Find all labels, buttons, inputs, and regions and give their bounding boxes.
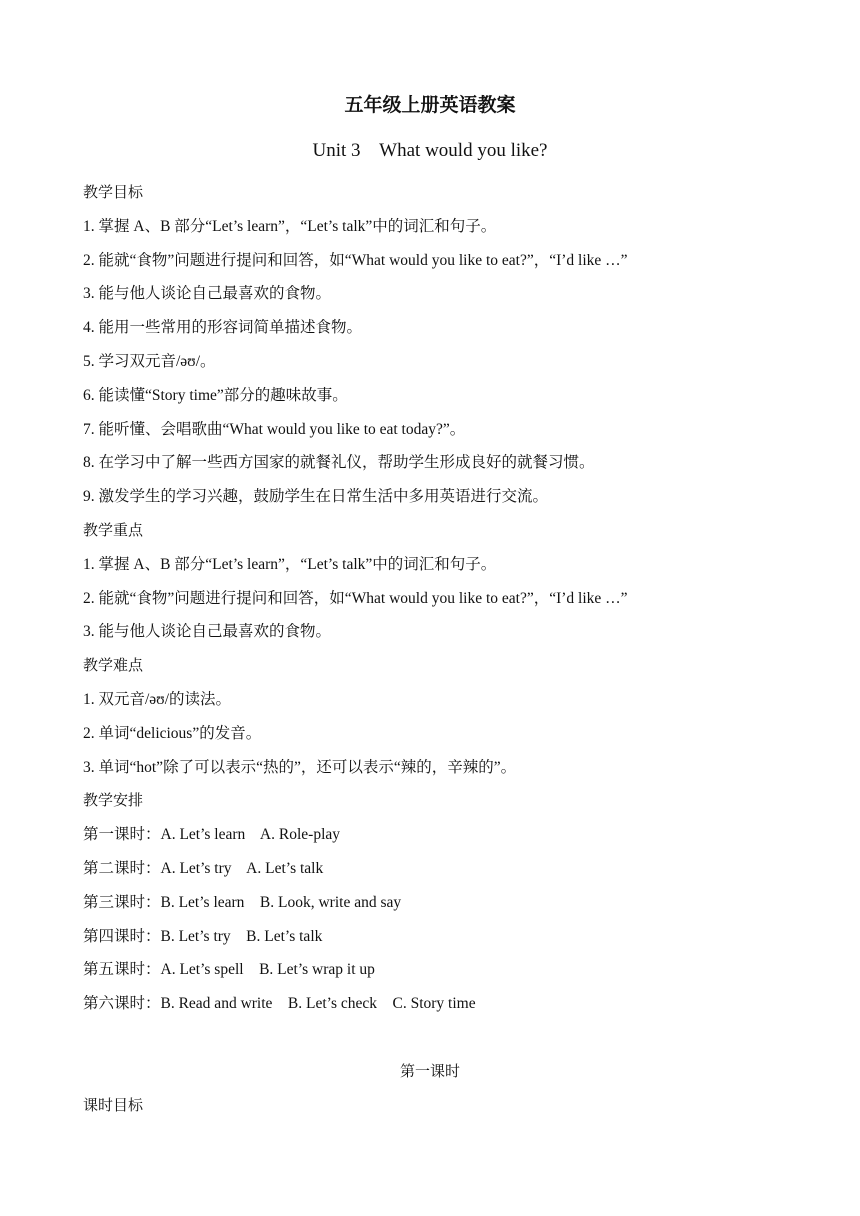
difficulty-item: 2. 单词“delicious”的发音。 [83,724,262,742]
schedule-item: 第四课时：B. Let’s try B. Let’s talk [83,927,323,945]
key-point-item: 1. 掌握 A、B 部分“Let’s learn”，“Let’s talk”中的词汇和句子。 [83,555,497,573]
objective-item: 1. 掌握 A、B 部分“Let’s learn”，“Let’s talk”中的词汇和句子。 [83,217,497,235]
objective-item: 8. 在学习中了解一些西方国家的就餐礼仪，帮助学生形成良好的就餐习惯。 [83,454,595,472]
schedule-item: 第二课时：A. Let’s try A. Let’s talk [83,859,324,877]
objective-item: 7. 能听懂、会唱歌曲“What would you like to eat today?”。 [83,420,466,438]
objective-item: 4. 能用一些常用的形容词简单描述食物。 [83,319,363,337]
key-points-heading: 教学重点 [83,520,144,539]
objective-item: 2. 能就“食物”问题进行提问和回答，如“What would you like to eat?”，“I’d like …” [83,251,628,269]
difficulties-heading: 教学难点 [83,656,144,675]
schedule-heading: 教学安排 [83,791,144,810]
objective-item: 3. 能与他人谈论自己最喜欢的食物。 [83,285,332,303]
lesson-objectives-heading: 课时目标 [83,1095,144,1114]
schedule-item: 第一课时：A. Let’s learn A. Role-play [83,826,340,844]
lesson-one-title: 第一课时 [399,1061,460,1080]
objective-item: 6. 能读懂“Story time”部分的趣味故事。 [83,386,348,404]
spacer [83,1021,783,1055]
document-body [83,176,783,1122]
objectives-heading: 教学目标 [83,183,144,201]
unit-title: Unit 3 What would you like? [312,140,548,161]
schedule-item: 第五课时：A. Let’s spell B. Let’s wrap it up [83,961,375,979]
objective-item: 5. 学习双元音/əʊ/。 [83,352,216,370]
objective-item: 9. 激发学生的学习兴趣，鼓励学生在日常生活中多用英语进行交流。 [83,488,549,506]
key-point-item: 2. 能就“食物”问题进行提问和回答，如“What would you like to eat?”，“I’d like …” [83,589,628,607]
difficulty-item: 1. 双元音/əʊ/的读法。 [83,690,231,708]
document-title: 五年级上册英语教案 [344,94,516,116]
schedule-item: 第六课时：B. Read and write B. Let’s check C. Story time [83,995,476,1013]
difficulty-item: 3. 单词“hot”除了可以表示“热的”，还可以表示“辣的，辛辣的”。 [83,758,517,776]
key-point-item: 3. 能与他人谈论自己最喜欢的食物。 [83,623,332,641]
schedule-item: 第三课时：B. Let’s learn B. Look, write and say [83,893,402,911]
